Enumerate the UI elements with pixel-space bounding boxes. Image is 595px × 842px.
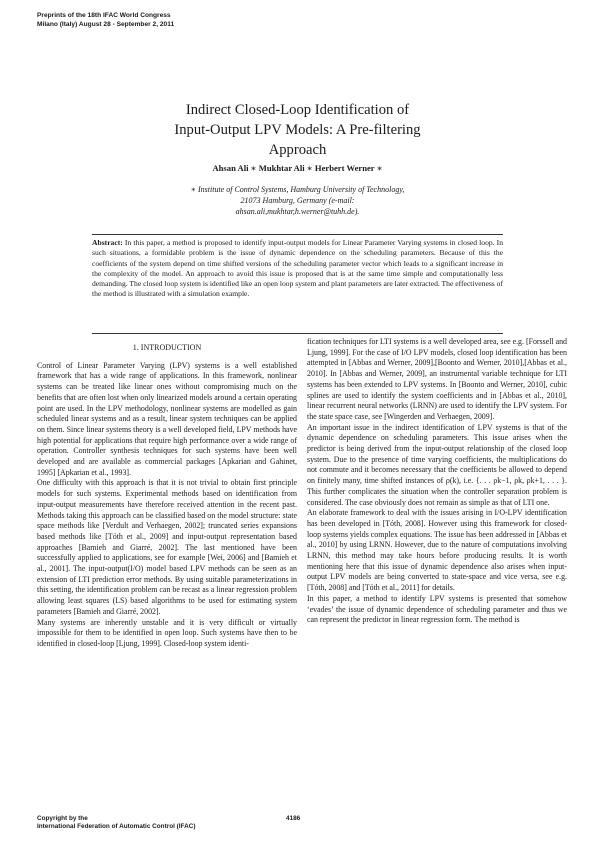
affiliation-line3: ahsan.ali,mukhtar,h.werner@tuhh.de).	[235, 207, 360, 216]
copyright-line2: International Federation of Automatic Control (IFAC)	[37, 823, 196, 830]
copyright-line1: Copyright by the	[37, 815, 88, 822]
paragraph: An elaborate framework to deal with the issues arising in I/O-LPV identification has been developed in [Tóth, 2008]. However using this framework for closed-loop systems yields complex equations. The issue has been addressed in [Abbas et al., 2010] by using LRNN. However, due to the nature of computations involving LRNN, this method may take hours before producing results. It is worth mentioning here that this issue of dynamic dependence also arises when input-output LPV models are being converted to state-space and vice versa, see e.g. [Tóth, 2008] and [Tóth et al., 2011] for details.	[307, 508, 567, 593]
abstract-bottom-rule	[92, 333, 503, 334]
author-list: Ahsan Ali ∗ Mukhtar Ali ∗ Herbert Werner ∗	[212, 163, 383, 173]
affiliation	[120, 184, 475, 217]
copyright-footer	[37, 815, 195, 831]
conference-header-line2: Milano (Italy) August 28 - September 2, 2011	[37, 20, 175, 28]
paper-title	[100, 100, 495, 160]
paragraph: fication techniques for LTI systems is a well developed area, see e.g. [Forssell and Ljung, 1999]. For the case of I/O LPV models, closed loop identification has been attempted in [Abbas and Werner, 2009],[Boonto and Werner, 2010],[Abbas et al., 2010]. In [Abbas and Werner, 2009], an instrumental variable technique for LTI systems has been extended to LPV systems. In [Boonto and Werner, 2010], cubic splines are used to identify the system coefficients and in [Abbas et al., 2010], linear recurrent neural networks (LRNN) are used to identify the LPV system. For the state space case, see [Wingerden and Verhaegen, 2009].	[307, 337, 567, 421]
paragraph: In this paper, a method to identify LPV systems is presented that somehow ‘evades’ the issue of dynamic dependence of scheduling parameter and thus we can represent the predictor in linear regression form. The method is	[307, 593, 567, 625]
abstract-text: In this paper, a method is proposed to identify input-output models for Linear Parameter Varying systems in closed loop. In such situations, a formidable problem is the issue of dynamic dependence on the scheduling parameters. Because of this the coefficients of the system depend on time shifted versions of the scheduling parameter vector which leads to a significant increase in the complexity of the model. An approach to avoid this issue is proposed that is at the same time simple and computationally less demanding. The closed loop system is identified like an open loop system and plant parameters are later extracted. The effectiveness of the method is illustrated with a simulation example.	[92, 238, 503, 299]
right-column	[307, 337, 567, 626]
conference-header-line1: Preprints of the 18th IFAC World Congress	[37, 12, 171, 19]
left-column	[37, 337, 297, 650]
abstract-label: Abstract:	[92, 238, 123, 247]
affiliation-line1: ∗ Institute of Control Systems, Hamburg University of Technology,	[190, 185, 405, 194]
paragraph: One difficulty with this approach is that it is not trivial to obtain first principle models for such systems. Experimental methods based on identification from input-output measurements have therefore received attention in the recent past. Methods taking this approach can be classified based on the model structure: state space methods like [Verdult and Verhaegen, 2002]; truncated series expansions based methods like [Tóth et al., 2009] and input-output representation based approaches [Bamieh and Giarré, 2002]. The last mentioned have been successfully applied to applications, see for example [Wei, 2006] and [Bamieh et al., 2001]. The input-output(I/O) model based LPV methods can be seen as an extension of LTI prediction error methods. By using suitable parameterizations in this setting, the identification problem can be recast as a linear regression problem allowing least squares (LS) based algorithms to be used for estimating system parameters [Bamieh and Giarré, 2002].	[37, 478, 297, 616]
page-number: 4186	[286, 815, 301, 822]
paragraph: Many systems are inherently unstable and it is very difficult or virtually impossible for them to be identified in open loop. Such systems have then to be identified in closed-loop [Ljung, 1999]. Closed-loop system identi-	[37, 617, 297, 648]
abstract-top-rule	[92, 234, 503, 235]
paper-title-line2: Input-Output LPV Models: A Pre-filtering	[174, 122, 421, 138]
section-heading: 1. INTRODUCTION	[132, 343, 202, 352]
paragraph: An important issue in the indirect identification of LPV systems is that of the dynamic dependence on scheduling parameters. This issue arises when the predictor is being derived from the input-output relationship of the closed loop system. Due to the presence of time varying coefficients, the multiplications do not commute and it becomes necessary that the coefficients be allowed to depend on finitely many, time shifted instances of ρ(k), i.e. {. . . ρk−1, ρk, ρk+1, . . . }. This further complicates the situation when the controller separation problem is considered. The case obviously does not remain as simple as that of LTI one.	[307, 422, 567, 507]
abstract-block	[92, 238, 503, 300]
paper-title-line3: Approach	[268, 142, 327, 158]
conference-header	[37, 12, 174, 29]
paper-title-line1: Indirect Closed-Loop Identification of	[185, 102, 410, 118]
paragraph: Control of Linear Parameter Varying (LPV) systems is a well established framework that has a wide range of applications. In this framework, nonlinear systems can be treated like linear ones without compromising much on the benefits that are often lost when only linearized models around a certain operating point are used. In the LPV methodology, nonlinear systems are modelled as gain scheduled linear systems and as a result, linear system techniques can be applied on them. Since linear systems theory is a well developed field, LPV methods have high potential for applications that require high performance over a wide range of operation. Controller synthesis techniques for such systems have been well developed and are available as commercial packages [Apkarian and Gahinet, 1995] [Apkarian et al., 1993].	[37, 360, 297, 477]
affiliation-line2: 21073 Hamburg, Germany (e-mail:	[240, 196, 355, 205]
